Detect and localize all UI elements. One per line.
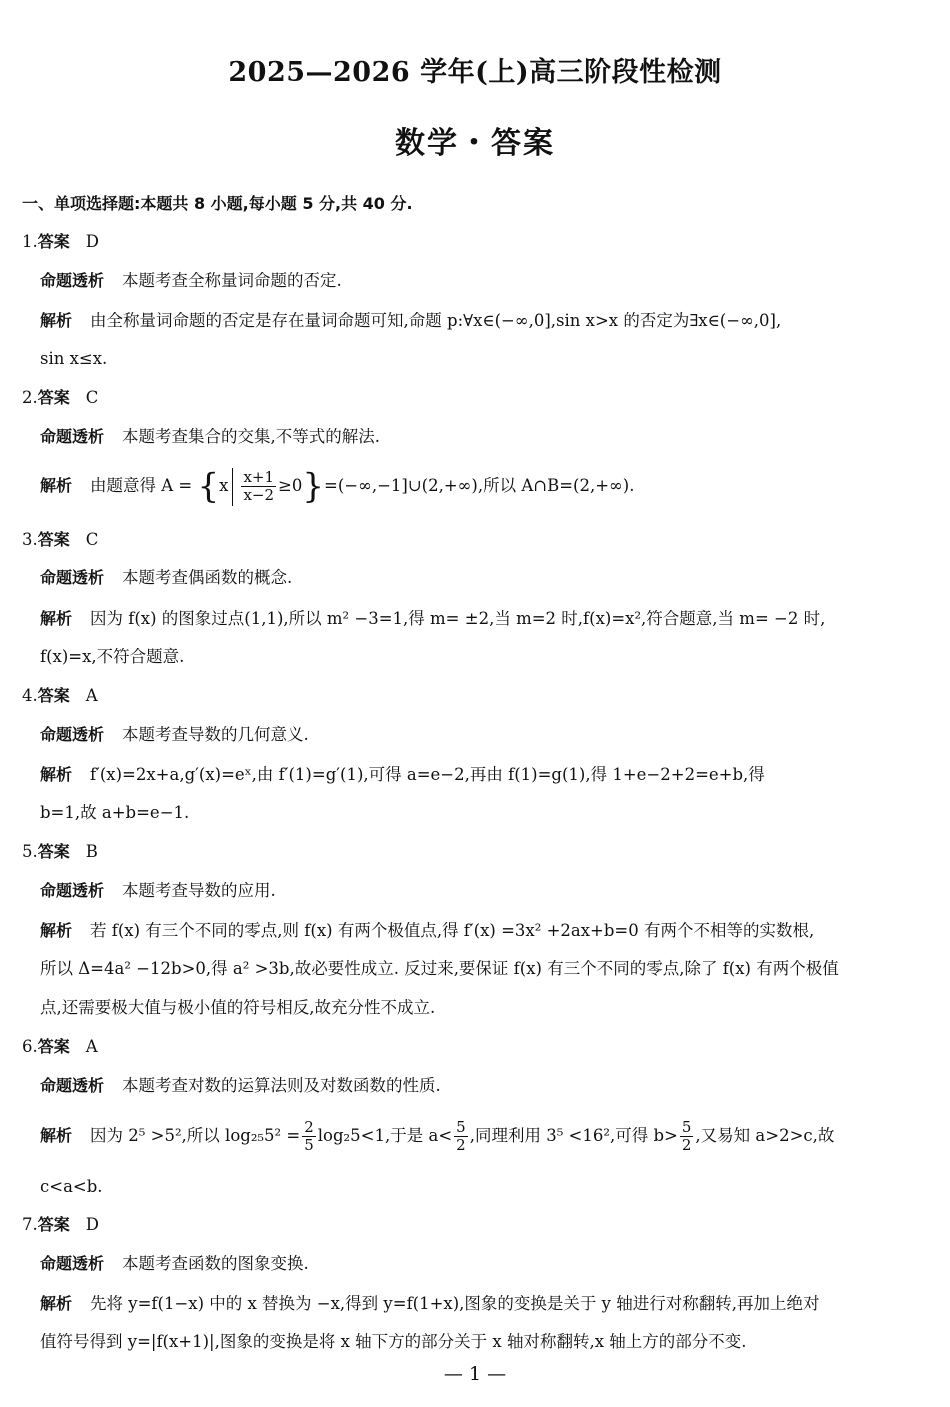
fraction-denominator: 5: [304, 1136, 314, 1154]
fraction-numerator: 5: [681, 1118, 692, 1136]
answer-label: 答案: [37, 842, 70, 861]
answer-label: 答案: [37, 686, 70, 705]
question-number: 4.: [22, 686, 38, 705]
analysis-text: 因为 2⁵ >5²,所以 log₂₅5² =: [90, 1126, 301, 1145]
q7-insight: [40, 1253, 309, 1275]
fraction-denominator: 2: [681, 1136, 692, 1154]
fraction: [302, 1119, 316, 1154]
insight-text: 本题考查对数的运算法则及对数函数的性质.: [122, 1076, 441, 1095]
page-title: 2025—2026 学年(上)高三阶段性检测: [228, 57, 722, 88]
analysis-label: 解析: [40, 476, 73, 495]
fraction-numerator: 2: [304, 1118, 314, 1136]
q5-analysis-cont: 点,还需要极大值与极小值的符号相反,故充分性不成立.: [40, 998, 436, 1017]
q3-insight: [40, 567, 292, 589]
question-number: 5.: [22, 842, 38, 861]
set-variable: x: [219, 476, 229, 495]
q2-insight: [40, 426, 380, 448]
page-number: — 1 —: [443, 1363, 507, 1385]
analysis-text: 由题意得 A =: [90, 476, 198, 495]
q1-analysis: [40, 310, 781, 332]
answer-label: 答案: [37, 1215, 70, 1234]
q7-analysis-cont: 值符号得到 y=|f(x+1)|,图象的变换是将 x 轴下方的部分关于 x 轴对称翻转,x 轴上方的部分不变.: [40, 1332, 747, 1351]
analysis-text-tail: =(−∞,−1]∪(2,+∞),所以 A∩B=(2,+∞).: [324, 476, 635, 495]
insight-label: 命题透析: [40, 1076, 105, 1095]
answer-value: A: [85, 686, 98, 705]
set-condition-tail: ≥0: [278, 476, 303, 495]
insight-label: 命题透析: [40, 881, 105, 900]
answer-value: D: [85, 1215, 99, 1234]
q1-answer-line: [22, 231, 99, 253]
question-number: 6.: [22, 1037, 38, 1056]
fraction-denominator: 2: [456, 1136, 466, 1154]
fraction: [680, 1119, 694, 1154]
insight-label: 命题透析: [40, 568, 105, 587]
analysis-text: ,同理利用 3⁵ <16²,可得 b>: [469, 1126, 678, 1145]
analysis-text: 若 f(x) 有三个不同的零点,则 f(x) 有两个极值点,得 f′(x) =3x² +2ax+b=0 有两个不相等的实数根,: [90, 921, 815, 940]
insight-label: 命题透析: [40, 1254, 105, 1273]
answer-label: 答案: [37, 232, 70, 251]
q5-analysis-cont: 所以 Δ=4a² −12b>0,得 a² >3b,故必要性成立. 反过来,要保证 f(x) 有三个不同的零点,除了 f(x) 有两个极值: [40, 959, 839, 978]
analysis-label: 解析: [40, 311, 73, 330]
answer-value: C: [85, 388, 99, 407]
q6-analysis-cont: c<a<b.: [40, 1177, 103, 1196]
q7-analysis: [40, 1293, 819, 1315]
insight-text: 本题考查函数的图象变换.: [122, 1254, 309, 1273]
insight-text: 本题考查集合的交集,不等式的解法.: [122, 427, 381, 446]
fraction-denominator: x−2: [243, 486, 275, 504]
answer-label: 答案: [37, 388, 70, 407]
analysis-label: 解析: [40, 1294, 73, 1313]
q4-analysis: [40, 764, 765, 786]
insight-label: 命题透析: [40, 725, 105, 744]
insight-label: 命题透析: [40, 427, 105, 446]
fraction: [454, 1119, 468, 1154]
answer-label: 答案: [37, 1037, 70, 1056]
q3-analysis: [40, 608, 825, 630]
q7-answer-line: [22, 1214, 99, 1236]
analysis-text: ,又易知 a>2>c,故: [695, 1126, 835, 1145]
analysis-text: log₂5<1,于是 a<: [317, 1126, 453, 1145]
analysis-label: 解析: [40, 921, 73, 940]
q5-analysis: [40, 920, 814, 942]
answer-value: D: [85, 232, 99, 251]
q4-insight: [40, 724, 309, 746]
analysis-label: 解析: [40, 609, 73, 628]
insight-label: 命题透析: [40, 271, 105, 290]
insight-text: 本题考查偶函数的概念.: [122, 568, 293, 587]
insight-text: 本题考查导数的几何意义.: [122, 725, 309, 744]
page-subtitle: 数学・答案: [395, 126, 555, 161]
left-brace: {: [197, 466, 220, 507]
right-brace: }: [302, 466, 324, 507]
insight-text: 本题考查导数的应用.: [122, 881, 276, 900]
q3-analysis-cont: f(x)=x,不符合题意.: [40, 647, 185, 666]
q5-insight: [40, 880, 276, 902]
q5-answer-line: [22, 841, 98, 863]
q4-answer-line: [22, 685, 98, 707]
answer-label: 答案: [37, 530, 70, 549]
q2-answer-line: [22, 387, 98, 409]
q1-analysis-cont: sin x≤x.: [40, 349, 108, 368]
answer-value: C: [85, 530, 99, 549]
answer-value: A: [85, 1037, 98, 1056]
fraction-numerator: x+1: [243, 468, 275, 486]
set-bar: [232, 468, 233, 506]
insight-text: 本题考查全称量词命题的否定.: [122, 271, 342, 290]
q1-insight: [40, 270, 342, 292]
question-number: 3.: [22, 530, 38, 549]
answer-value: B: [85, 842, 98, 861]
analysis-text: 由全称量词命题的否定是存在量词命题可知,命题 p:∀x∈(−∞,0],sin x>x 的否定为∃x∈(−∞,0],: [90, 311, 782, 330]
question-number: 1.: [22, 232, 38, 251]
analysis-text: 先将 y=f(1−x) 中的 x 替换为 −x,得到 y=f(1+x),图象的变换是关于 y 轴进行对称翻转,再加上绝对: [90, 1294, 820, 1313]
section-heading: 一、单项选择题:本题共 8 小题,每小题 5 分,共 40 分.: [22, 194, 413, 213]
q3-answer-line: [22, 529, 98, 551]
analysis-label: 解析: [40, 765, 73, 784]
q6-answer-line: [22, 1036, 98, 1058]
analysis-text: 因为 f(x) 的图象过点(1,1),所以 m² −3=1,得 m= ±2,当 m=2 时,f(x)=x²,符合题意,当 m= −2 时,: [90, 609, 826, 628]
q4-analysis-cont: b=1,故 a+b=e−1.: [40, 803, 190, 822]
analysis-text: f′(x)=2x+a,g′(x)=eˣ,由 f′(1)=g′(1),可得 a=e−2,再由 f(1)=g(1),得 1+e−2+2=e+b,得: [90, 765, 765, 784]
q2-analysis: [40, 466, 634, 507]
analysis-label: 解析: [40, 1126, 73, 1145]
fraction-numerator: 5: [456, 1118, 466, 1136]
q6-insight: [40, 1075, 441, 1097]
question-number: 7.: [22, 1215, 38, 1234]
fraction: [241, 469, 276, 504]
q6-analysis: [40, 1116, 834, 1156]
question-number: 2.: [22, 388, 38, 407]
